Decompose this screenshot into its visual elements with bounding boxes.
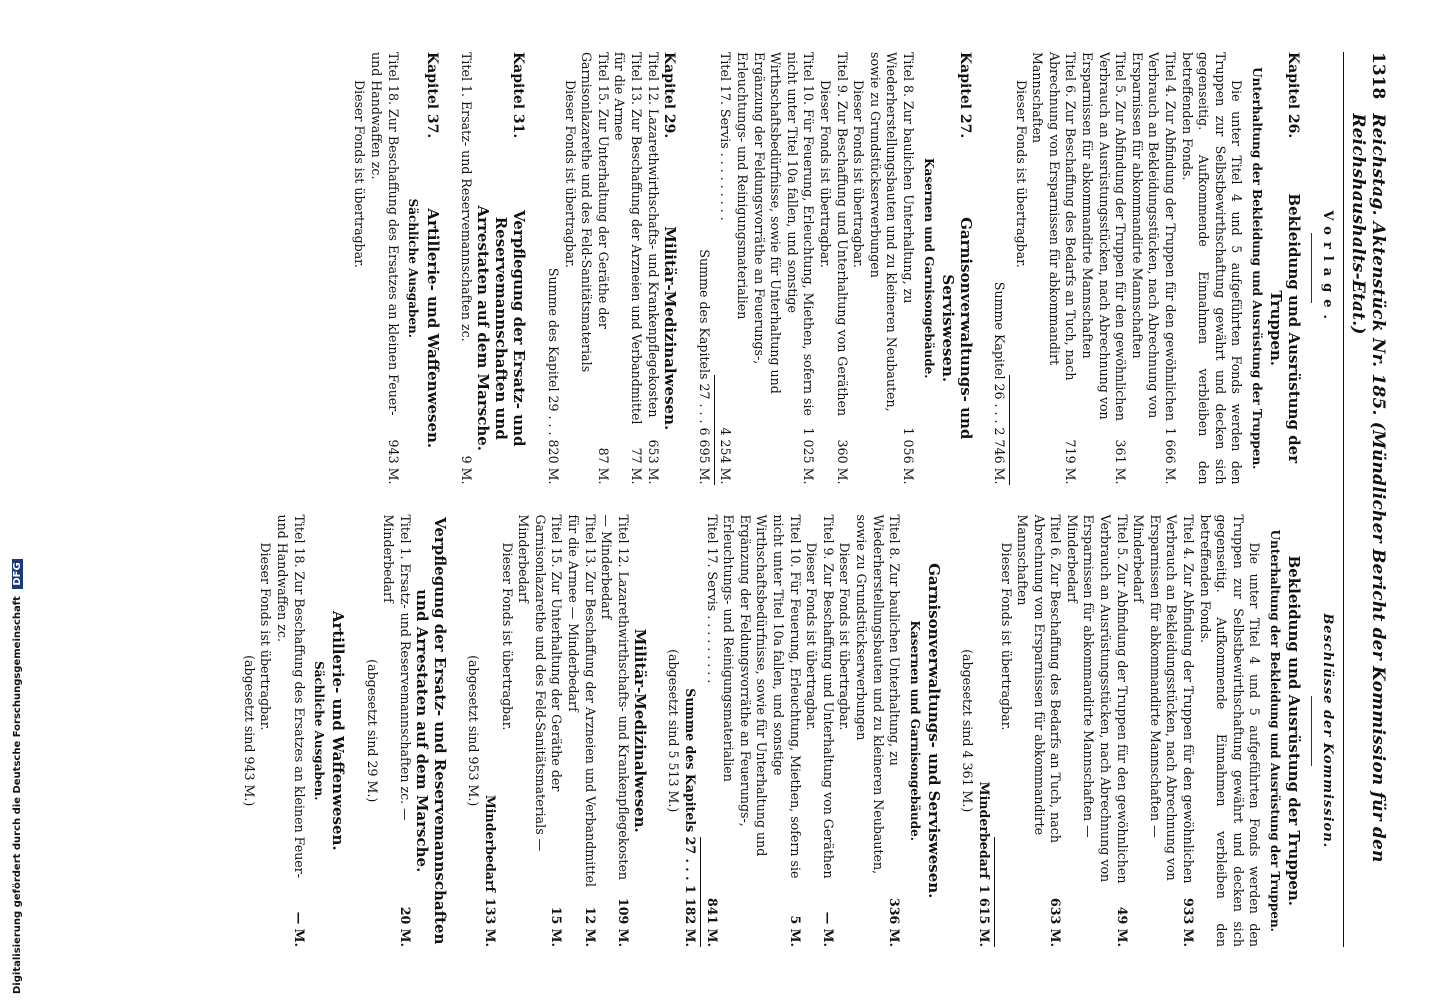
entry-text: Titel 18. Zur Beschaffung des Ersatzes an kleinen Feuer- und Handwaffen zc. [274,514,307,879]
title-entry [564,515,597,948]
page-title: Reichstag. Aktenstück Nr. 185. (Mündlicher Bericht der Kommission für den Reichshaushalts-Etat.) [1348,113,1388,863]
entry-amount: 15 M. [549,906,565,947]
title-entry [1014,515,1064,948]
chapter-subtitle: Unterhaltung der Bekleidung und Ausrüstung der Truppen. [1250,67,1265,470]
entry-amount: 943 M. [385,439,401,485]
title-entry [1029,52,1079,485]
entry-amount: 1 025 M. [801,427,817,485]
entry-amount: 360 M. [834,439,850,485]
entry-text: Titel 12. Lazarethwirthschafts- und Krankenpflegekosten [645,52,661,418]
entry-amount: 653 M. [645,439,661,485]
chapter-27 [939,52,975,485]
abgesetzt-note: (abgesetzt sind 4 361 M.) [960,649,976,813]
chapter-title: Verpflegung der Ersatz- und Reservemannschaften und Arrestaten auf dem Marsche. [474,205,529,452]
entry-text: Titel 5. Zur Abfindung der Truppen für den gewöhnlichen Verbrauch an Ausrüstungsstücken, nach Abrechnung von Ersparnissen für abkommandirte Mannschaften [1080,52,1129,421]
right-column-beschluesse [240,515,1335,948]
note: Dieser Fonds ist übertragbar. [998,542,1014,731]
chapter-26-decision [1285,515,1303,948]
chapter-title: Militär-Medizinalwesen. [661,226,680,431]
chapter-title: Bekleidung und Ausrüstung der Truppen. [1285,555,1304,906]
note: Dieser Fonds ist übertragbar. [837,542,853,731]
abgesetzt-note: (abgesetzt sind 943 M.) [241,655,257,807]
entry-amount: — M. [291,911,307,947]
title-entry [866,52,916,485]
minderbedarf-amount: 133 M. [483,898,499,947]
note: Dieser Fonds ist übertragbar. [499,542,515,731]
title-entry [578,52,611,485]
credit-text: Digitalisierung gefördert durch die Deutsche Forschungsgemeinschaft [12,596,23,994]
entry-amount: 9 M. [459,455,475,485]
title-entry [644,52,661,485]
entry-text: Titel 9. Zur Beschaffung und Unterhaltung von Geräthen [834,52,850,417]
note: Dieser Fonds ist übertragbar. [258,542,274,731]
note: Dieser Fonds ist übertragbar. [851,80,867,268]
title-entry [720,515,803,948]
title-entry [273,515,306,948]
entry-text: Titel 4. Zur Abfindung der Truppen für den gewöhnlichen Verbrauch an Bekleidungsstücken, nach Abrechnung von Ersparnissen für abkommandirte Mannschaften — Minderbedarf [1131,514,1197,884]
title-entry [380,515,413,948]
title-entry [1130,515,1196,948]
note: Dieser Fonds ist übertragbar. [562,80,578,268]
minderbedarf-line [975,515,992,948]
title-entry [1128,52,1178,485]
entry-text: Titel 4. Zur Abfindung der Truppen für den gewöhnlichen Verbrauch an Bekleidungsstücken, nach Abrechnung von Ersparnissen für abkommandirte Mannschaften [1129,52,1179,421]
minderbedarf-amount: 1 615 M. [976,884,992,947]
title-entry [852,515,902,948]
chapter-subtitle: Kasernen und Garnisongebäude. [907,620,922,841]
entry-amount: 49 M. [1114,906,1130,947]
chapter-number: Kapitel 26. [1285,52,1302,139]
chapter-title: Bekleidung und Ausrüstung der Truppen. [1267,193,1304,464]
page-header [1343,52,1388,947]
chapter-31 [474,52,528,485]
chapter-sum: Summe des Kapitel 29 . . . 820 M. [546,267,562,485]
column-title: Beschlüsse der Kommission. [1320,613,1335,849]
chapter-sum: Summe des Kapitels 27 . . . 6 695 M. [696,249,712,485]
title-entry [1063,515,1129,948]
title-entry [598,515,631,948]
entry-text: Titel 12. Lazarethwirthschafts- und Krankenpflegekosten — Minderbedarf [599,514,631,881]
entry-text: Titel 17. Servis . . . . . . . . . [704,514,720,684]
chapter-29-decision [631,515,649,948]
title-entry [819,515,836,948]
chapter-title: Militär-Medizinalwesen. [630,628,649,833]
chapter-sum: Summe des Kapitels 27 . . . 1 182 M. [683,688,699,947]
note: Dieser Fonds ist übertragbar. [817,80,833,268]
title-entry [515,515,565,948]
entry-amount: 12 M. [582,906,598,947]
entry-text: Titel 10. Für Feuerung, Erleuchtung, Miethen, sofern sie nicht unter Titel 10a fallen, und sonstige Wirthschaftsbedürfnisse, sowie für Unterhaltung und Ergänzung der Feldungsvorräthe an Feuerungs-, Erleuchtungs- und Reinigungsmaterialien [721,514,803,879]
page-content [98,52,1388,947]
title-entry [458,52,475,485]
chapter-subtitle: Kasernen und Garnisongebäude. [921,158,936,379]
minderbedarf-line [481,515,498,948]
two-column-body [240,52,1335,947]
column-title: Vorlage. [1320,210,1335,327]
abgesetzt-note: (abgesetzt sind 29 M.) [364,659,380,803]
chapter-title: Garnisonverwaltungs- und Serviswesen. [924,563,943,899]
paragraph: Die unter Titel 4 und 5 aufgeführten Fonds werden den Truppen zur Selbstbewirthschaftung gewährt und decken sich gegenseitig. Aufkommende Einnahmen verbleiben den betreffenden Fonds. [1197,514,1263,947]
chapter-number: Kapitel 27. [956,52,973,139]
page-number: 1318 [1368,52,1388,100]
title-entry [717,52,734,485]
chapter-number: Kapitel 29. [661,52,678,139]
entry-amount: 633 M. [1048,898,1064,947]
chapter-sum: Summe Kapitel 26 . . . 2 746 M. [992,281,1008,485]
title-entry [833,52,850,485]
sum-rule [714,375,715,485]
entry-text: Titel 15. Zur Unterhaltung der Geräthe der Garnisonlazarethe und des Feld-Sanitätsmaterials [579,52,611,373]
chapter-27-decision [925,515,943,948]
abgesetzt-note: (abgesetzt sind 953 M.) [466,655,482,807]
note: Dieser Fonds ist übertragbar. [804,542,820,731]
entry-amount: 1 056 M. [900,427,916,485]
title-entry [733,52,816,485]
left-column-vorlage [240,52,1335,485]
title-entry [611,52,644,485]
dfg-logo: DFG [12,559,23,588]
entry-amount: 77 M. [629,447,645,485]
minderbedarf-label: Minderbedarf [483,794,499,892]
entry-amount: 336 M. [887,898,903,947]
entry-text: Titel 5. Zur Abfindung der Truppen für den gewöhnlichen Verbrauch an Ausrüstungsstücken, nach Abrechnung von Ersparnissen für abkommandirte Mannschaften — Minderbedarf [1064,514,1130,884]
entry-text: Titel 10. Für Feuerung, Erleuchtung, Miethen, sofern sie nicht unter Titel 10a fallen, und sonstige Wirthschaftsbedürfnisse, sowie für Unterhaltung und Ergänzung der Feldungsvorräthe an Feuerungs-, Erleuchtungs- und Reinigungsmaterialien [734,52,817,416]
entry-text: Titel 1. Ersatz- und Reservemannschaften zc. [459,52,475,342]
chapter-26 [1267,52,1303,485]
entry-text: Titel 17. Servis . . . . . . . . . [718,52,734,221]
title-rule [1311,233,1312,303]
chapter-title: Artillerie- und Waffenwesen. [423,208,442,449]
entry-amount: 1 666 M. [1163,427,1179,485]
title-entry [703,515,720,948]
chapter-29 [661,52,680,485]
chapter-subtitle: Sächliche Ausgaben. [312,661,327,801]
entry-text: Titel 13. Zur Beschaffung der Arzneien und Verbandmittel für die Armee [612,52,645,425]
entry-amount: 933 M. [1181,898,1197,947]
entry-text: Titel 6. Zur Beschaffung des Bedarfs an Tuch, nach Abrechnung von Ersparnissen für abkommandirte Mannschaften [1015,514,1064,843]
note: Dieser Fonds ist übertragbar. [1013,80,1029,268]
entry-amount: 841 M. [704,898,720,947]
chapter-number: Kapitel 37. [423,52,440,139]
entry-text: Titel 9. Zur Beschaffung und Unterhaltung von Geräthen [820,514,836,879]
title-entry [367,52,400,485]
chapter-37 [423,52,442,485]
entry-text: Titel 18. Zur Beschaffung des Ersatzes an kleinen Feuer- und Handwaffen zc. [369,52,401,416]
chapter-number: Kapitel 31. [510,52,527,139]
abgesetzt-note: (abgesetzt sind 5 513 M.) [666,649,682,813]
entry-amount: 5 M. [787,915,803,947]
paragraph: Die unter Titel 4 und 5 aufgeführten Fonds werden den Truppen zur Selbstbewirthschaftung gewährt und decken sich gegenseitig. Aufkommende Einnahmen verbleiben den betreffenden Fonds. [1179,52,1245,485]
digitization-credit [12,559,23,994]
entry-text: Titel 1. Ersatz- und Reservemannschaften zc. — Minderbedarf [381,514,413,821]
chapter-37-decision [329,515,347,948]
sum-rule [994,837,995,947]
chapter-subtitle: Sächliche Ausgaben. [406,198,421,338]
entry-amount: 20 M. [397,906,413,947]
entry-amount: 361 M. [1113,439,1129,485]
entry-text: Titel 8. Zur baulichen Unterhaltung, zu Wiederherstellungsbauten und zu kleineren Neubauten, sowie zu Grundstückserwerbungen [867,52,916,412]
entry-amount: 87 M. [595,447,611,485]
title-entry [1078,52,1128,485]
chapter-title: Artillerie- und Waffenwesen. [329,610,348,851]
entry-text: Titel 15. Zur Unterhaltung der Geräthe der Garnisonlazarethe und des Feld-Sanitätsmaterials — Minderbedarf [516,514,565,852]
entry-amount: 4 254 M. [718,427,734,485]
entry-amount: 109 M. [615,898,631,947]
entry-text: Titel 13. Zur Beschaffung der Arzneien und Verbandmittel für die Armee — Minderbedarf [566,514,598,887]
note: Dieser Fonds ist übertragbar. [352,80,368,268]
chapter-title: Verpflegung der Ersatz- und Reservemannschaften und Arrestaten auf dem Marsche. [412,517,449,945]
title-rule [1311,696,1312,766]
chapter-31-decision [413,515,449,948]
sum-rule [1009,375,1010,485]
entry-amount: — M. [820,911,836,947]
entry-text: Titel 8. Zur baulichen Unterhaltung, zu Wiederherstellungsbauten und zu kleineren Neubauten, sowie zu Grundstückserwerbungen [853,514,903,875]
chapter-title: Garnisonverwaltungs- und Serviswesen. [938,217,975,440]
chapter-subtitle: Unterhaltung der Bekleidung und Ausrüstung der Truppen. [1268,529,1283,932]
minderbedarf-label: Minderbedarf [976,781,992,879]
entry-amount: 719 M. [1063,439,1079,485]
entry-text: Titel 6. Zur Beschaffung des Bedarfs an Tuch, nach Abrechnung von Ersparnissen für abkommandirt Mannschaften [1030,52,1079,381]
sum-rule [700,837,701,947]
